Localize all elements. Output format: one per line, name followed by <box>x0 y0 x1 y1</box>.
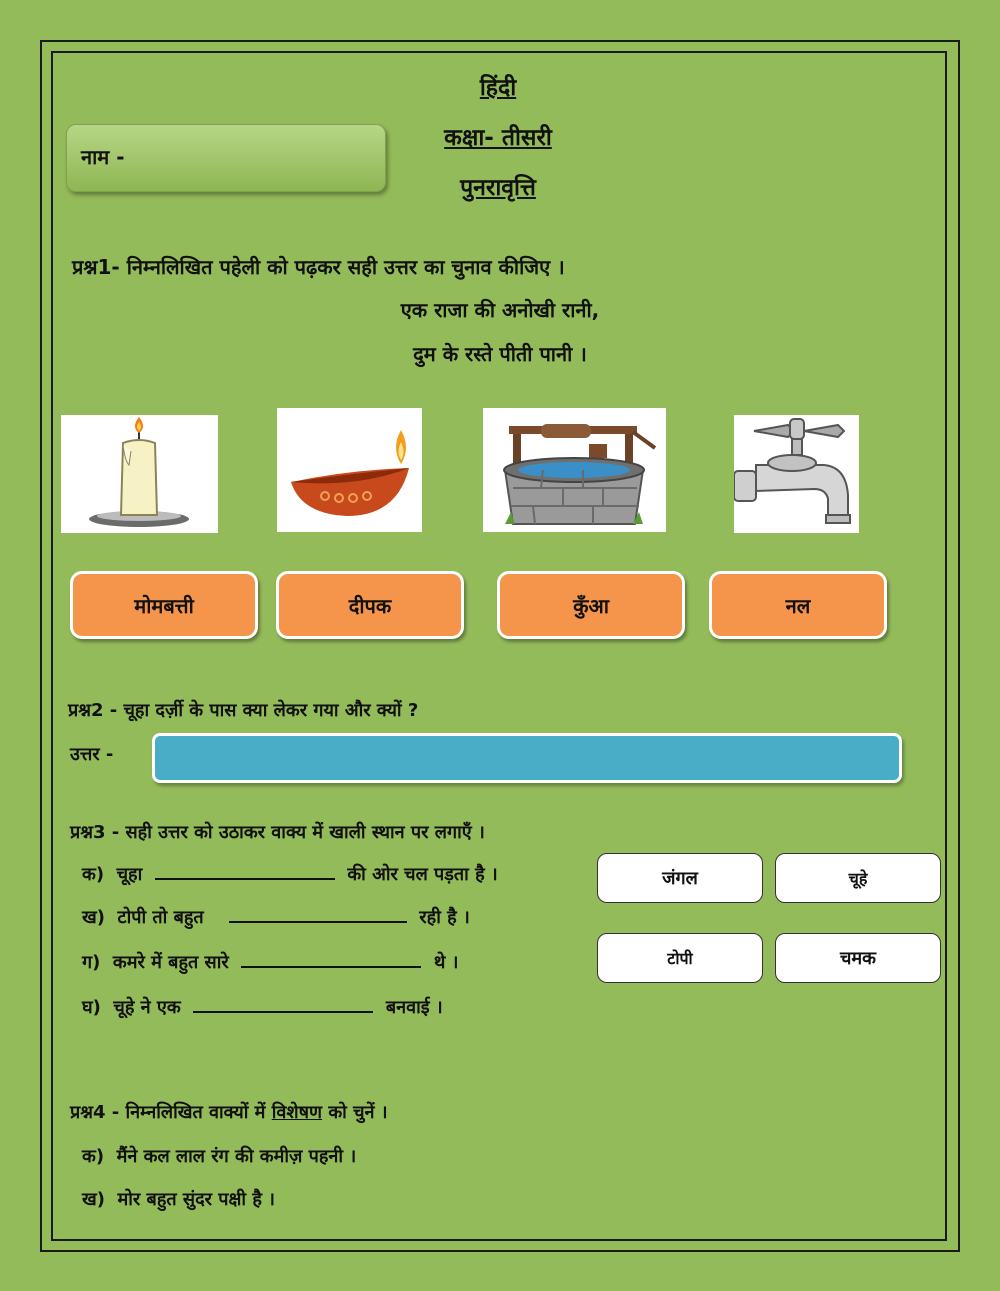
option-well[interactable]: कुँआ <box>497 571 685 639</box>
q3-before: कमरे में बहुत सारे <box>112 952 229 973</box>
subject-title: हिंदी <box>479 75 517 101</box>
q3-marker: क) <box>82 864 105 885</box>
class-title: कक्षा- तीसरी <box>444 125 552 151</box>
q1-question: प्रश्न1- निम्नलिखित पहेली को पढ़कर सही उत्तर का चुनाव कीजिए । <box>72 255 565 279</box>
name-field[interactable] <box>66 124 386 192</box>
q4-marker: ख) <box>82 1189 105 1210</box>
choice-chip[interactable]: जंगल <box>597 853 763 903</box>
q4-sentence <box>82 1187 275 1211</box>
q3-blank-3[interactable] <box>241 966 421 968</box>
option-tap[interactable]: नल <box>709 571 887 639</box>
q3-sentence <box>82 950 458 974</box>
q3-question: प्रश्न3 - सही उत्तर को उठाकर वाक्य में खाली स्थान पर लगाएँ । <box>70 822 485 843</box>
q3-sentence <box>82 862 498 886</box>
q2-answer-input[interactable] <box>152 733 902 783</box>
q3-after: रही है । <box>419 907 470 928</box>
q1-riddle-line1: एक राजा की अनोखी रानी, <box>400 298 600 322</box>
q3-sentence <box>82 905 470 929</box>
q4-marker: क) <box>82 1146 105 1167</box>
name-label: नाम - <box>81 145 125 169</box>
q2-question: प्रश्न2 - चूहा दर्ज़ी के पास क्या लेकर गया और क्यों ? <box>68 700 419 721</box>
q4-question-highlight: विशेषण <box>271 1102 323 1123</box>
q3-sentence <box>82 995 443 1019</box>
q3-blank-2[interactable] <box>229 921 407 923</box>
q3-marker: ख) <box>82 907 105 928</box>
q3-blank-4[interactable] <box>193 1011 373 1013</box>
q3-before: चूहे ने एक <box>113 997 181 1018</box>
q3-marker: ग) <box>82 952 101 973</box>
well-icon <box>483 408 666 532</box>
q3-after: थे । <box>433 952 459 973</box>
candle-icon <box>61 415 218 533</box>
inner-border <box>51 51 947 1241</box>
q4-question-prefix: प्रश्न4 - निम्नलिखित वाक्यों में <box>70 1102 266 1123</box>
choice-chip[interactable]: चमक <box>775 933 941 983</box>
q3-after: की ओर चल पड़ता है । <box>347 864 498 885</box>
topic-title: पुनरावृत्ति <box>460 175 536 201</box>
q3-before: चूहा <box>116 864 143 885</box>
q3-marker: घ) <box>82 997 101 1018</box>
choice-chip[interactable]: चूहे <box>775 853 941 903</box>
tap-icon <box>734 415 859 533</box>
q3-blank-1[interactable] <box>155 878 335 880</box>
q1-riddle-line2: दुम के रस्ते पीती पानी । <box>413 342 587 366</box>
q3-before: टोपी तो बहुत <box>117 907 204 928</box>
q3-after: बनवाई । <box>385 997 443 1018</box>
q4-question <box>70 1100 388 1124</box>
q4-text[interactable]: मैंने कल लाल रंग की कमीज़ पहनी । <box>116 1146 357 1167</box>
diya-icon <box>277 408 422 532</box>
q4-question-suffix: को चुनें । <box>328 1102 388 1123</box>
option-candle[interactable]: मोमबत्ती <box>70 571 258 639</box>
choice-chip[interactable]: टोपी <box>597 933 763 983</box>
q4-sentence <box>82 1144 356 1168</box>
q4-text[interactable]: मोर बहुत सुंदर पक्षी है । <box>117 1189 275 1210</box>
option-diya[interactable]: दीपक <box>276 571 464 639</box>
q2-answer-label: उत्तर - <box>70 744 114 765</box>
